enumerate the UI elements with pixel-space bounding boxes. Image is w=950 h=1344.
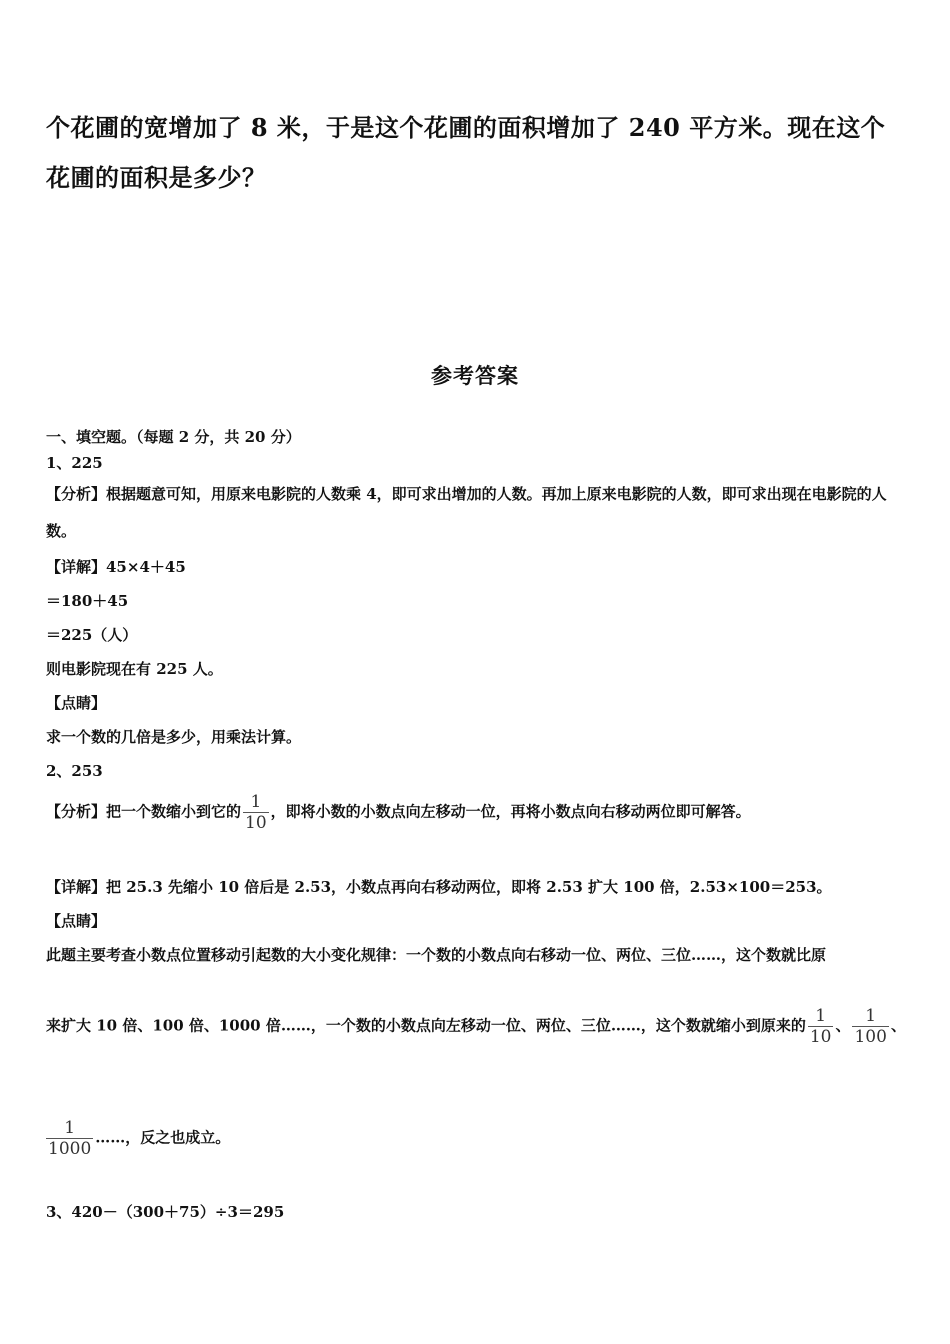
answer-2-point-line-3 (46, 1118, 230, 1159)
separator: 、 (835, 1016, 851, 1035)
point-end-text: ……，反之也成立。 (95, 1128, 231, 1147)
answer-2-head: 2、253 (46, 762, 103, 780)
separator: 、 (890, 1016, 906, 1035)
answer-1-detail-3: ＝225（人） (46, 626, 138, 644)
point-text: 来扩大 10 倍、100 倍、1000 倍……，一个数的小数点向左移动一位、两位、三位……，这个数就缩小到原来的 (46, 1016, 806, 1035)
answer-1-detail-2: ＝180＋45 (46, 592, 129, 610)
analysis-tag: 【分析】 (46, 802, 107, 821)
question-line-1: 个花圃的宽增加了 8 米，于是这个花圃的面积增加了 240 平方米。现在这个 (46, 113, 886, 142)
fraction-one-thousandth: $\frac{1}{1000}$ (48, 1118, 92, 1159)
analysis-text-post: ，即将小数的小数点向左移动一位，再将小数点向右移动两位即可解答。 (270, 802, 751, 821)
answer-1-point: 求一个数的几倍是多少，用乘法计算。 (46, 728, 302, 746)
answer-2-point-line-1: 此题主要考查小数点位置移动引起数的大小变化规律：一个数的小数点向右移动一位、两位、三位……，这个数就比原 (46, 946, 827, 964)
question-line-2: 花圃的面积是多少？ (46, 163, 267, 192)
answer-3-head: 3、420－（300＋75）÷3＝295 (46, 1203, 285, 1221)
analysis-tag: 【分析】 (46, 485, 107, 503)
fraction-one-hundredth: $\frac{1}{100}$ (854, 1006, 887, 1047)
section-heading: 一、填空题。（每题 2 分，共 20 分） (46, 428, 301, 446)
answer-1-point-tag: 【点睛】 (46, 694, 107, 712)
analysis-text-pre: 把一个数缩小到它的 (106, 802, 242, 821)
answer-1-analysis (46, 476, 910, 550)
answer-2-detail: 【详解】把 25.3 先缩小 10 倍后是 2.53，小数点再向右移动两位，即将 2.53 扩大 100 倍，2.53×100＝253。 (46, 878, 832, 896)
answer-2-point-tag: 【点睛】 (46, 912, 107, 930)
answer-1-detail-1: 【详解】45×4＋45 (46, 558, 186, 576)
answer-1-head: 1、225 (46, 454, 103, 472)
fraction-one-tenth: $\frac{1}{10}$ (245, 792, 267, 833)
answer-2-point-line-2 (46, 1006, 906, 1047)
answer-2-analysis (46, 792, 751, 833)
answer-title: 参考答案 (431, 364, 519, 388)
fraction-one-tenth: $\frac{1}{10}$ (809, 1006, 832, 1047)
analysis-text: 根据题意可知，用原来电影院的人数乘 4，即可求出增加的人数。再加上原来电影院的人数，即可求出现在电影院的人数。 (46, 485, 887, 540)
answer-1-conclusion: 则电影院现在有 225 人。 (46, 660, 223, 678)
